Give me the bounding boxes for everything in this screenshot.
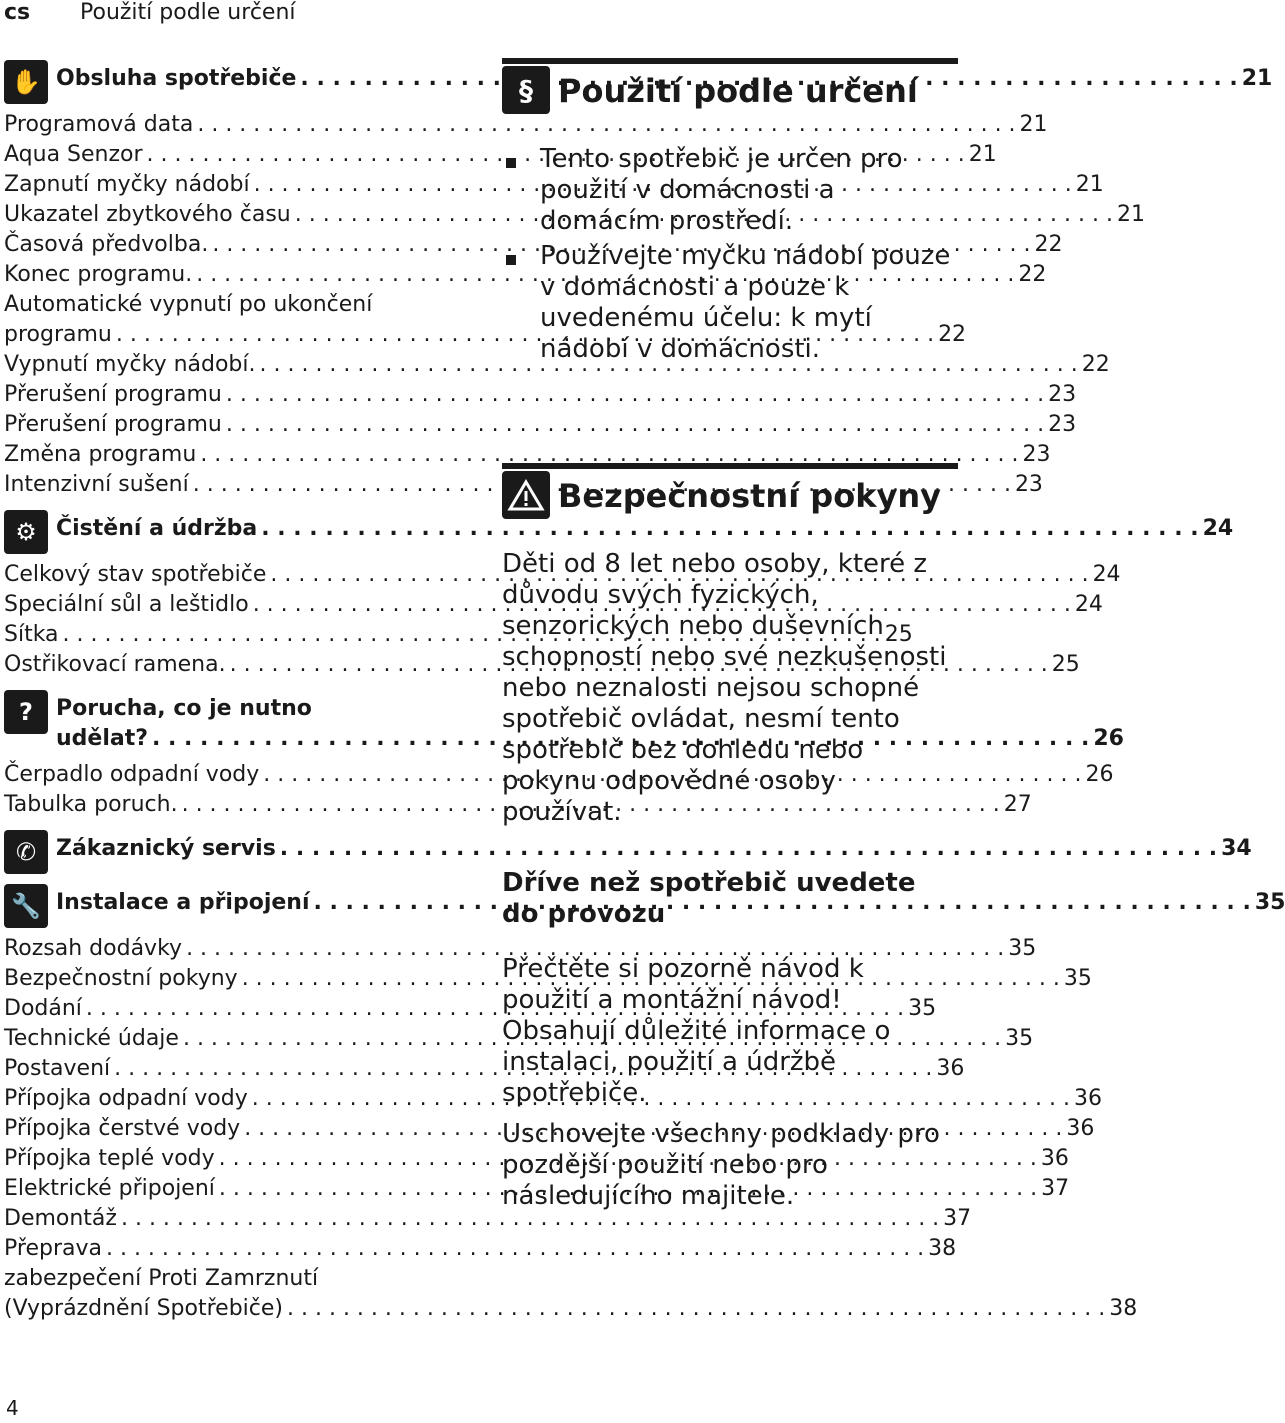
- toc-item[interactable]: [4, 380, 1077, 410]
- safety-paragraph: Děti od 8 let nebo osoby, které z důvodu svých fyzických, senzorických nebo duševních schopností nebo své nezkušenosti nebo neznalosti nejsou schopné spotřebič ovládat, nesmí tento spotřebič bez dohledu nebo pokynu odpovědné osoby používat.: [502, 549, 947, 827]
- toc-page-number: 23: [1022, 442, 1051, 467]
- toc-page-number: 36: [1040, 1146, 1069, 1171]
- gear-cleaning-icon: ⚙: [4, 510, 48, 554]
- toc-item-title: Přeprava: [4, 1236, 102, 1261]
- paragraph: Přečtěte si pozorně návod k použití a montážní návod! Obsahují důležité informace o instalaci, použití a údržbě spotřebiče.: [502, 954, 891, 1108]
- question-icon: ?: [4, 690, 48, 734]
- list-item: Používejte myčku nádobí pouze v domácnosti a pouze k uvedenému účelu: k mytí nádobí v domácnosti.: [502, 241, 958, 365]
- toc-item[interactable]: [4, 790, 1032, 820]
- toc-page-number: 24: [1074, 592, 1103, 617]
- toc-item[interactable]: [4, 1264, 1138, 1324]
- toc-item-title: Bezpečnostní pokyny: [4, 966, 238, 991]
- toc-item[interactable]: [4, 350, 1110, 380]
- toc-item-title: Přípojka teplé vody: [4, 1146, 215, 1171]
- toc-page-number: 26: [1085, 762, 1114, 787]
- toc-page-number: 22: [938, 322, 967, 347]
- toc-item-list: [4, 760, 1114, 820]
- toc-item[interactable]: [4, 1084, 1102, 1114]
- toc-item[interactable]: [4, 650, 1080, 680]
- leader-dots: [106, 1234, 924, 1264]
- right-column: [502, 58, 958, 1212]
- toc-item[interactable]: [4, 1174, 1070, 1204]
- toc-item-title: Postavení: [4, 1056, 111, 1081]
- toc-page-number: 21: [1116, 202, 1145, 227]
- toc-section-title: Instalace a připojení: [56, 890, 310, 915]
- toc-item-title: Rozsah dodávky: [4, 936, 183, 961]
- toc-page-number: 22: [1081, 352, 1110, 377]
- toc-section-title: udělat?: [56, 726, 148, 751]
- toc-item[interactable]: [4, 1114, 1095, 1144]
- toc-page-number: 24: [1202, 516, 1234, 541]
- toc-page-number: 21: [1075, 172, 1104, 197]
- toc-page-number: 37: [1041, 1176, 1070, 1201]
- toc-page-number: 35: [1063, 966, 1092, 991]
- toc-item[interactable]: [4, 964, 1092, 994]
- toc-section-heading[interactable]: [4, 510, 1234, 554]
- toc-item[interactable]: [4, 230, 1063, 260]
- hand-operation-icon: ✋: [4, 60, 48, 104]
- toc-item-list: [4, 560, 1121, 680]
- toc-item[interactable]: [4, 1054, 965, 1084]
- list-item: Tento spotřebič je určen pro použití v domácnosti a domácím prostředí.: [502, 144, 958, 237]
- toc-section: [4, 830, 1252, 874]
- page-header: [0, 0, 296, 30]
- toc-item[interactable]: [4, 590, 1103, 620]
- section-heading: [502, 463, 958, 519]
- toc-item[interactable]: [4, 440, 1051, 470]
- toc-item-title: programu: [4, 322, 112, 347]
- toc-page-number: 35: [1005, 1026, 1034, 1051]
- paragraph-hand-icon: §: [502, 66, 550, 114]
- toc-item-title: Časová předvolba.: [4, 232, 209, 257]
- toc-section-title: Obsluha spotřebiče: [56, 66, 297, 91]
- section-heading: [502, 58, 958, 114]
- toc-page-number: 22: [1018, 262, 1047, 287]
- toc-item-title: Elektrické připojení: [4, 1176, 215, 1201]
- toc-section: [4, 510, 1234, 680]
- toc-item-title: Ostřikovací ramena.: [4, 652, 226, 677]
- toc-item[interactable]: [4, 170, 1104, 200]
- toc-page-number: 23: [1014, 472, 1043, 497]
- toc-item-title: (Vyprázdnění Spotřebiče): [4, 1296, 283, 1321]
- wrench-icon: 🔧: [4, 884, 48, 928]
- toc-page-number: 38: [1109, 1296, 1138, 1321]
- toc-item-title-line: zabezpečení Proti Zamrznutí: [4, 1266, 319, 1291]
- phone-icon: ✆: [4, 830, 48, 874]
- toc-item[interactable]: [4, 290, 967, 350]
- warning-triangle-icon: [502, 471, 550, 519]
- toc-item[interactable]: [4, 260, 1047, 290]
- toc-page-number: 26: [1093, 726, 1124, 751]
- toc-page-number: 25: [884, 622, 913, 647]
- paragraph: Uschovejte všechny podklady pro pozdější použití nebo pro následujícího majitele.: [502, 1119, 940, 1211]
- toc-item-title: Vypnutí myčky nádobí.: [4, 352, 256, 377]
- toc-page-number: 27: [1003, 792, 1032, 817]
- toc-item[interactable]: [4, 934, 1037, 964]
- toc-page-number: 21: [1019, 112, 1048, 137]
- toc-page-number: 23: [1048, 382, 1077, 407]
- toc-item-title: Speciální sůl a leštidlo: [4, 592, 249, 617]
- toc-section-heading[interactable]: [4, 830, 1252, 874]
- toc-page-number: 21: [968, 142, 997, 167]
- toc-page-number: 35: [908, 996, 937, 1021]
- toc-item[interactable]: [4, 110, 1048, 140]
- toc-page-number: 35: [1008, 936, 1037, 961]
- subsection-title: Dříve než spotřebič uvedete do provozu: [502, 868, 916, 929]
- toc-item[interactable]: [4, 620, 913, 650]
- toc-page-number: 24: [1092, 562, 1121, 587]
- toc-item-title: Programová data: [4, 112, 194, 137]
- toc-item[interactable]: [4, 1144, 1069, 1174]
- toc-item-title: Technické údaje: [4, 1026, 179, 1051]
- toc-item-title: Ukazatel zbytkového času: [4, 202, 291, 227]
- toc-section: [4, 690, 1124, 820]
- toc-item[interactable]: [4, 200, 1145, 230]
- page-number: 4: [6, 1396, 19, 1420]
- section-title: Bezpečnostní pokyny: [558, 477, 941, 515]
- before-use-section: [502, 868, 958, 1212]
- toc-item-title: Zapnutí myčky nádobí: [4, 172, 250, 197]
- toc-item[interactable]: [4, 140, 997, 170]
- toc-item[interactable]: [4, 760, 1114, 790]
- toc-item-title: Demontáž: [4, 1206, 117, 1231]
- safety-section: [502, 463, 958, 828]
- toc-item[interactable]: [4, 1024, 1034, 1054]
- toc-item-title: Přerušení programu: [4, 382, 222, 407]
- toc-page-number: 34: [1221, 836, 1252, 861]
- toc-page-number: 22: [1034, 232, 1063, 257]
- toc-item[interactable]: [4, 1204, 972, 1234]
- toc-item-title: Přípojka čerstvé vody: [4, 1116, 241, 1141]
- toc-item-title-line: Automatické vypnutí po ukončení: [4, 292, 373, 317]
- toc-item-title: Aqua Senzor: [4, 142, 143, 167]
- toc-item[interactable]: [4, 560, 1121, 590]
- bullet-list: [502, 144, 958, 365]
- toc-page-number: 36: [1066, 1116, 1095, 1141]
- intended-use-section: [502, 58, 958, 365]
- toc-item-title: Celkový stav spotřebiče: [4, 562, 267, 587]
- toc-page-number: 36: [1073, 1086, 1102, 1111]
- toc-item[interactable]: [4, 994, 937, 1024]
- toc-page-number: 25: [1051, 652, 1080, 677]
- toc-item[interactable]: [4, 410, 1077, 440]
- toc-page-number: 36: [936, 1056, 965, 1081]
- toc-item-title: Sítka: [4, 622, 59, 647]
- toc-page-number: 37: [943, 1206, 972, 1231]
- header-title: Použití podle určení: [80, 0, 296, 25]
- section-title: Použití podle určení: [558, 72, 918, 110]
- language-code: cs: [4, 0, 31, 25]
- toc-item-title: Přípojka odpadní vody: [4, 1086, 248, 1111]
- toc-section-title-line: Porucha, co je nutno: [56, 696, 312, 721]
- toc-page-number: 23: [1048, 412, 1077, 437]
- toc-item-title: Dodání: [4, 996, 82, 1021]
- toc-section-title: Zákaznický servis: [56, 836, 276, 861]
- toc-page-number: 21: [1241, 66, 1273, 91]
- toc-page-number: 35: [1254, 890, 1285, 915]
- toc-item-title: Tabulka poruch.: [4, 792, 178, 817]
- toc-item-title: Přerušení programu: [4, 412, 222, 437]
- toc-item-title: Čerpadlo odpadní vody: [4, 762, 260, 787]
- toc-section-title: Čistění a údržba: [56, 516, 258, 541]
- toc-item-title: Konec programu.: [4, 262, 193, 287]
- toc-item-title: Intenzivní sušení: [4, 472, 189, 497]
- toc-item[interactable]: [4, 1234, 957, 1264]
- toc-page-number: 38: [928, 1236, 957, 1261]
- toc-item-title: Změna programu: [4, 442, 197, 467]
- leader-dots: [287, 1294, 1105, 1324]
- toc-section-heading[interactable]: [4, 690, 1124, 754]
